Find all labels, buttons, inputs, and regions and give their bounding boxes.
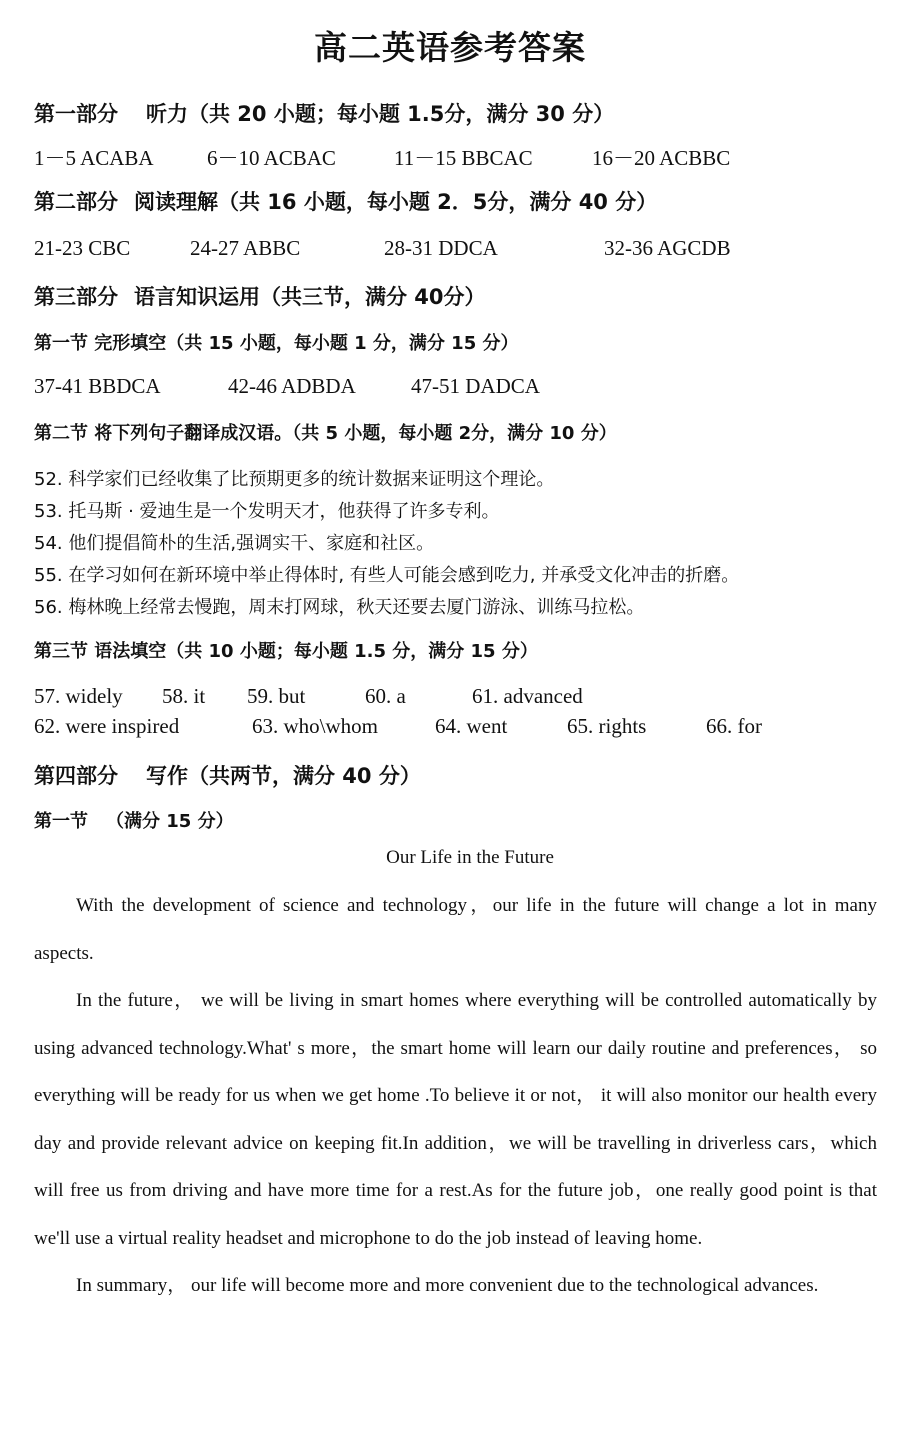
part4-desc: 写作（共两节，满分 40 分）	[146, 764, 421, 788]
grammar-answers-row2	[0, 714, 900, 742]
part2-answers	[0, 236, 900, 264]
part3-label: 第三部分	[34, 285, 118, 309]
essay-paragraph: In the future， we will be living in smart homes where everything will be controlled automatically by using advanced technology.What' s more，the smart home will learn our daily routine and preferences， so everything will be ready for us when we get home .To believe it or not， it will also monitor our health every day and provide relevant advice on keeping fit.In addition，we will be travelling in driverless cars，which will free us from driving and have more time for a rest.As for the future job，one really good point is that we'll use a virtual reality headset and microphone to do the job instead of leaving home.	[34, 990, 877, 1249]
part1-label: 第一部分	[34, 102, 118, 126]
part1-answers	[0, 142, 900, 170]
part2-heading	[34, 186, 657, 216]
answer-group: 37-41 BBDCA	[34, 374, 161, 398]
translation-53: 53. 托马斯 · 爱迪生是一个发明天才，他获得了许多专利。	[34, 501, 500, 522]
answer-group: 1－5 ACABA	[34, 146, 154, 170]
part2-label: 第二部分	[34, 190, 118, 214]
part4-label: 第四部分	[34, 764, 118, 788]
grammar-answer: 61. advanced	[472, 684, 583, 708]
translation-52: 52. 科学家们已经收集了比预期更多的统计数据来证明这个理论。	[34, 469, 555, 490]
part3-sec3-heading: 第三节 语法填空（共 10 小题；每小题 1.5 分，满分 15 分）	[34, 641, 538, 662]
answer-group: 28-31 DDCA	[384, 236, 498, 260]
grammar-answer: 66. for	[706, 714, 762, 738]
page-title: 高二英语参考答案	[314, 28, 586, 67]
part3-sec2-heading: 第二节 将下列句子翻译成汉语。（共 5 小题，每小题 2分，满分 10 分）	[34, 423, 617, 444]
part1-desc: 听力（共 20 小题；每小题 1.5分，满分 30 分）	[146, 102, 615, 126]
answer-group: 11－15 BBCAC	[394, 146, 533, 170]
essay-paragraph: In summary， our life will become more and more convenient due to the technological advances.	[76, 1275, 819, 1296]
grammar-answer: 59. but	[247, 684, 306, 708]
part3-desc: 语言知识运用（共三节，满分 40分）	[134, 285, 486, 309]
grammar-answer: 65. rights	[567, 714, 647, 738]
grammar-answer: 58. it	[162, 684, 206, 708]
essay-paragraph: With the development of science and technology，our life in the future will change a lot in many aspects.	[34, 895, 877, 964]
part4-heading	[34, 760, 421, 790]
translation-54: 54. 他们提倡简朴的生活,强调实干、家庭和社区。	[34, 533, 435, 554]
part1-heading	[34, 98, 614, 128]
part4-sec1-label: 第一节	[34, 811, 88, 832]
essay-body	[34, 882, 877, 1310]
part4-sec1-desc: （满分 15 分）	[106, 811, 234, 832]
answer-group: 16－20 ACBBC	[592, 146, 731, 170]
essay-title: Our Life in the Future	[386, 847, 554, 868]
part3-heading	[34, 281, 486, 311]
grammar-answer: 64. went	[435, 714, 508, 738]
grammar-answer: 63. who\whom	[252, 714, 378, 738]
answer-group: 21-23 CBC	[34, 236, 131, 260]
grammar-answer: 57. widely	[34, 684, 123, 708]
answer-group: 32-36 AGCDB	[604, 236, 731, 260]
answer-group: 24-27 ABBC	[190, 236, 301, 260]
translation-56: 56. 梅林晚上经常去慢跑，周末打网球，秋天还要去厦门游泳、训练马拉松。	[34, 597, 645, 618]
translation-55: 55. 在学习如何在新环境中举止得体时, 有些人可能会感到吃力, 并承受文化冲击的折磨。	[34, 565, 740, 586]
part3-sec1-answers	[0, 374, 900, 402]
part4-sec1-heading	[34, 807, 234, 833]
answer-group: 42-46 ADBDA	[228, 374, 356, 398]
answer-group: 47-51 DADCA	[411, 374, 540, 398]
grammar-answer: 62. were inspired	[34, 714, 180, 738]
part2-desc: 阅读理解（共 16 小题，每小题 2．5分，满分 40 分）	[134, 190, 658, 214]
grammar-answer: 60. a	[365, 684, 406, 708]
part3-sec1-heading: 第一节 完形填空（共 15 小题，每小题 1 分，满分 15 分）	[34, 333, 519, 354]
grammar-answers-row1	[0, 684, 900, 712]
answer-group: 6－10 ACBAC	[207, 146, 336, 170]
